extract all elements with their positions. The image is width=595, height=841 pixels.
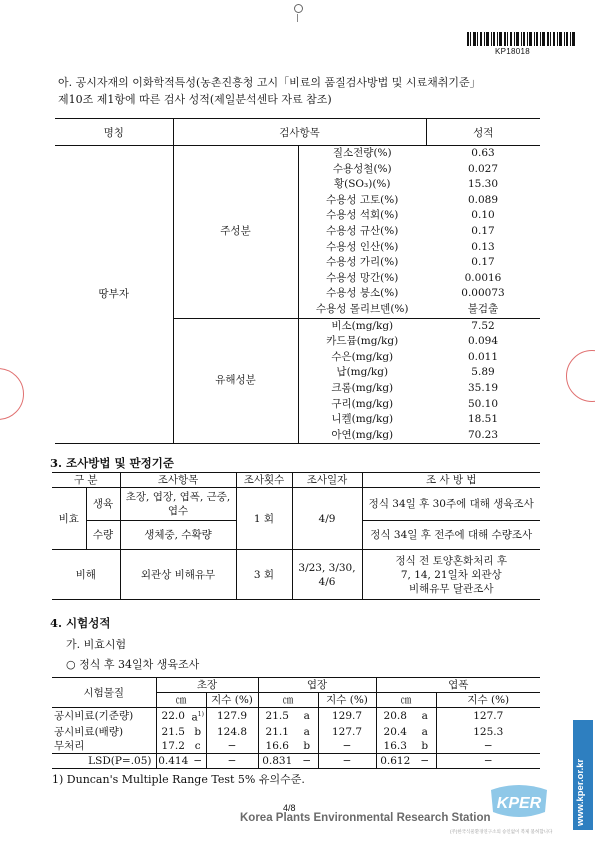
header-method: 조 사 방 법 — [362, 473, 540, 488]
subsection-title: 가. 비효시험 — [66, 638, 127, 651]
value-cell: 0.13 — [471, 240, 495, 253]
significance-cell: b — [194, 725, 202, 738]
index-header: 지수 (%) — [436, 693, 540, 708]
document-code: KP18018 — [495, 47, 531, 56]
group-header: 엽장 — [258, 678, 376, 693]
significance-cell: − — [190, 753, 206, 768]
value-cell: 0.094 — [467, 335, 499, 348]
item-cell: 수용성 붕소(%) — [298, 286, 426, 302]
item-cell: 수용성 고토(%) — [298, 193, 426, 209]
index-cell: − — [318, 739, 376, 754]
harm-date-line: 3/23, 3/30, — [298, 561, 356, 574]
item-cell: 카드뮴(mg/kg) — [298, 334, 426, 350]
value-cell: 21.5 — [156, 725, 190, 739]
unit-header: ㎝ — [156, 693, 206, 708]
section-4-title: 4. 시험성적 — [50, 616, 111, 630]
harm-label: 비해 — [52, 550, 120, 600]
value-cell: 20.4 — [376, 725, 414, 739]
item-cell: 수용성 가리(%) — [298, 255, 426, 271]
lsd-label: LSD(P=.05) — [52, 753, 156, 768]
efficacy-count: 1 회 — [236, 488, 292, 550]
value-cell: 20.8 — [376, 708, 414, 725]
harm-count: 3 회 — [236, 550, 292, 600]
footnote: 1) Duncan's Multiple Range Test 5% 유의수준. — [52, 773, 305, 786]
header-date: 조사일자 — [292, 473, 362, 488]
item-cell: 니켈(mg/kg) — [298, 412, 426, 428]
header-category: 구 분 — [52, 473, 120, 488]
item-cell: 황(SO₃)(%) — [298, 177, 426, 193]
harm-method — [362, 550, 540, 600]
item-cell: 수용성 규산(%) — [298, 224, 426, 240]
item-cell: 수용성 석회(%) — [298, 208, 426, 224]
value-cell: 50.10 — [467, 397, 499, 410]
index-header: 지수 (%) — [206, 693, 258, 708]
significance-cell: a — [421, 725, 428, 738]
subsubsection-title: ○ 정식 후 34일차 생육조사 — [66, 658, 200, 671]
row-label: 공시비료(기준량) — [54, 710, 134, 723]
index-cell: − — [436, 753, 540, 768]
item-cell: 아연(mg/kg) — [298, 428, 426, 444]
unit-header: ㎝ — [258, 693, 318, 708]
value-cell: 0.027 — [467, 162, 499, 175]
section-3-title: 3. 조사방법 및 판정기준 — [50, 456, 174, 470]
significance-letter: a — [191, 711, 198, 724]
value-cell: 0.089 — [467, 193, 499, 206]
item-cell: 수용성 몰리브덴(%) — [298, 302, 426, 318]
growth-label: 생육 — [86, 488, 120, 521]
value-cell: 22.0 — [156, 708, 190, 725]
value-cell: 16.6 — [258, 739, 296, 754]
barcode-icon — [467, 32, 577, 46]
method-table — [52, 472, 540, 600]
copyright-note: (주)한국식물환경연구소의 승인없이 복제 불허합니다 — [450, 829, 553, 834]
intro-line-1: 아. 공시자재의 이화학적특성(농촌진흥청 고시「비료의 품질검사방법 및 시료채취기준」 — [58, 76, 481, 89]
seal-stamp-icon — [0, 368, 24, 420]
header-result: 성적 — [426, 119, 540, 146]
item-cell: 수용성 망간(%) — [298, 271, 426, 287]
index-cell: − — [206, 739, 258, 754]
harm-method-line: 정식 전 토양혼화처리 후 — [395, 554, 507, 567]
harm-method-line: 비해유무 달관조사 — [409, 582, 494, 595]
value-cell: 0.414 — [156, 753, 190, 768]
significance-cell: a — [303, 725, 310, 738]
value-cell: 21.5 — [258, 708, 296, 725]
index-cell: − — [436, 739, 540, 754]
value-cell: 15.30 — [467, 178, 499, 191]
group-header: 엽폭 — [376, 678, 540, 693]
unit-header: ㎝ — [376, 693, 436, 708]
physicochemical-table — [55, 118, 540, 444]
value-cell: 18.51 — [467, 413, 499, 426]
value-cell: 35.19 — [467, 381, 499, 394]
item-cell: 비소(mg/kg) — [298, 318, 426, 334]
row-label: 무처리 — [54, 739, 85, 752]
efficacy-date: 4/9 — [292, 488, 362, 550]
value-cell: 0.0016 — [464, 271, 502, 284]
index-cell: − — [206, 753, 258, 768]
item-cell: 수용성철(%) — [298, 162, 426, 178]
index-cell: 127.7 — [318, 725, 376, 739]
value-cell: 16.3 — [376, 739, 414, 754]
kper-logo-icon — [487, 782, 551, 822]
value-cell: 0.011 — [467, 350, 499, 363]
index-cell: 124.8 — [206, 725, 258, 739]
value-cell: 0.612 — [376, 753, 414, 768]
logo-text: KPER — [496, 795, 542, 812]
group-label: 유해성분 — [173, 318, 298, 444]
intro-text — [58, 74, 558, 108]
significance-cell: b — [421, 739, 429, 752]
index-cell: 127.9 — [206, 708, 258, 725]
item-cell: 구리(mg/kg) — [298, 397, 426, 413]
index-header: 지수 (%) — [318, 693, 376, 708]
significance-cell: − — [414, 753, 436, 768]
header-name: 명칭 — [55, 119, 173, 146]
header-substance: 시험물질 — [52, 678, 156, 708]
significance-cell: b — [303, 739, 311, 752]
item-cell: 수용성 인산(%) — [298, 240, 426, 256]
value-cell: 70.23 — [467, 428, 499, 441]
punch-hole-icon — [294, 4, 303, 13]
group-header: 초장 — [156, 678, 258, 693]
item-cell: 질소전량(%) — [298, 146, 426, 162]
value-cell: 0.63 — [471, 147, 495, 159]
index-cell: 125.3 — [436, 725, 540, 739]
product-name: 땅부자 — [98, 287, 129, 300]
yield-items: 생체중, 수확량 — [120, 521, 236, 550]
value-cell: 0.17 — [471, 224, 495, 237]
header-items: 조사항목 — [120, 473, 236, 488]
value-cell: 불검출 — [467, 302, 499, 315]
organization-name: Korea Plants Environmental Research Station — [240, 812, 491, 824]
growth-items: 초장, 엽장, 엽폭, 근중, 엽수 — [120, 488, 236, 521]
header-count: 조사횟수 — [236, 473, 292, 488]
yield-method: 정식 34일 후 전주에 대해 수량조사 — [362, 521, 540, 550]
seal-stamp-icon — [566, 350, 595, 402]
value-cell: 7.52 — [426, 318, 540, 334]
value-cell: 0.00073 — [461, 287, 505, 300]
significance-cell — [190, 708, 206, 725]
index-cell: − — [318, 753, 376, 768]
efficacy-label: 비효 — [52, 488, 86, 550]
harm-method-line: 7, 14, 21일차 외관상 — [400, 568, 502, 581]
row-label: 공시비료(배량) — [54, 725, 124, 738]
growth-method: 정식 34일 후 30주에 대해 생육조사 — [362, 488, 540, 521]
group-label: 주성분 — [173, 146, 298, 319]
item-cell: 납(mg/kg) — [298, 365, 426, 381]
index-cell: 127.7 — [436, 708, 540, 725]
harm-items: 외관상 비해유무 — [120, 550, 236, 600]
value-cell: 0.17 — [471, 256, 495, 269]
significance-cell: c — [194, 739, 201, 752]
harm-date — [292, 550, 362, 600]
value-cell: 0.10 — [471, 209, 495, 222]
intro-line-2: 제10조 제1항에 따른 검사 성적(제일분석센타 자료 참조) — [58, 93, 332, 106]
harm-date-line: 4/6 — [318, 575, 336, 588]
value-cell: 17.2 — [156, 739, 190, 754]
item-cell: 수은(mg/kg) — [298, 350, 426, 366]
value-cell: 21.1 — [258, 725, 296, 739]
website-url: www.kper.or.kr — [575, 758, 586, 826]
index-cell: 129.7 — [318, 708, 376, 725]
header-item: 검사항목 — [173, 119, 426, 146]
growth-results-table — [52, 677, 540, 769]
significance-cell: − — [296, 753, 318, 768]
value-cell: 0.831 — [258, 753, 296, 768]
yield-label: 수량 — [86, 521, 120, 550]
item-cell: 크롬(mg/kg) — [298, 381, 426, 397]
punch-mark — [297, 14, 298, 22]
significance-cell: a — [303, 710, 310, 723]
footnote-marker: 1) — [197, 711, 204, 718]
significance-cell: a — [421, 710, 428, 723]
value-cell: 5.89 — [471, 366, 495, 379]
page-number: 4/8 — [283, 803, 296, 813]
